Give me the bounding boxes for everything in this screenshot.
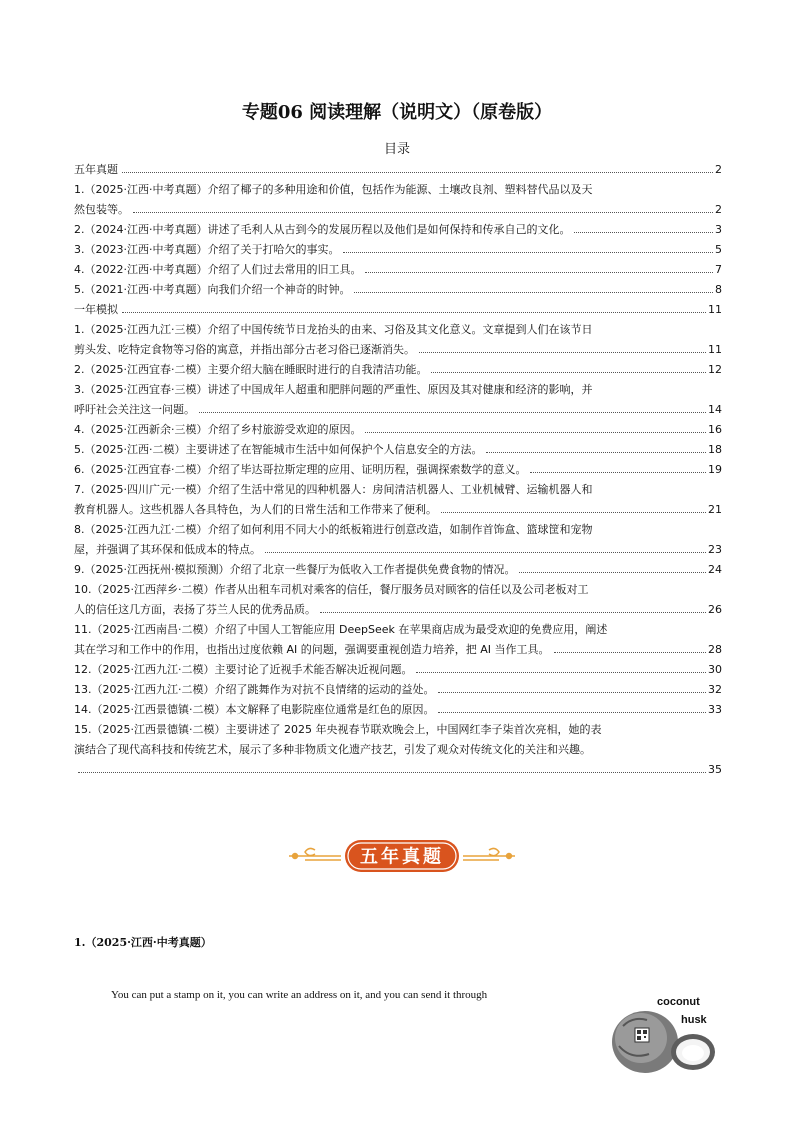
toc-leader-dots	[343, 251, 713, 253]
toc-page-number: 11	[708, 303, 722, 316]
toc-entry[interactable]	[74, 280, 722, 300]
toc-page-number: 5	[715, 243, 722, 256]
toc-page-number: 24	[708, 563, 722, 576]
toc-leader-dots	[419, 351, 706, 353]
toc-entry-line	[74, 460, 722, 480]
toc-leader-dots	[199, 411, 706, 413]
section-banner	[285, 838, 519, 874]
toc-page-number: 12	[708, 363, 722, 376]
toc-leader-dots	[78, 771, 706, 773]
toc-entry[interactable]	[74, 700, 722, 720]
toc-entry[interactable]	[74, 320, 722, 360]
toc-page-number: 35	[708, 763, 722, 776]
toc-entry-line	[74, 200, 722, 220]
toc-entry[interactable]	[74, 180, 722, 220]
toc-entry-text: 8.（2025·江西九江·二模）介绍了如何利用不同大小的纸板箱进行创意改造，如制作首饰盒、篮球筐和宠物	[74, 523, 593, 536]
passage-text: You can put a stamp on it, you can write an address on it, and you can send it through	[111, 989, 488, 1001]
toc-entry[interactable]	[74, 580, 722, 620]
toc-entry-text: 15.（2025·江西景德镇·二模）主要讲述了 2025 年央视春节联欢晚会上，中国网红李子柒首次亮相，她的表	[74, 723, 602, 736]
toc-entry-line	[74, 360, 722, 380]
toc-entry-line	[74, 600, 722, 620]
toc-page-number: 14	[708, 403, 722, 416]
figure-label-husk: husk	[681, 1014, 707, 1026]
banner-text: 五年真题	[360, 846, 444, 868]
toc-entry-line	[74, 540, 722, 560]
toc-page-number: 33	[708, 703, 722, 716]
toc-entry-text: 5.（2021·江西·中考真题）向我们介绍一个神奇的时钟。	[74, 283, 351, 296]
toc-entry-line	[74, 720, 722, 740]
toc-leader-dots	[122, 171, 713, 173]
toc-leader-dots	[365, 431, 706, 433]
toc-entry-text: 10.（2025·江西萍乡·二模）作者从出租车司机对乘客的信任，餐厅服务员对顾客的信任以及公司老板对工	[74, 583, 589, 596]
toc-leader-dots	[438, 691, 706, 693]
toc-entry-line	[74, 620, 722, 640]
toc-entry-line	[74, 280, 722, 300]
toc-entry-text: 剪头发、吃特定食物等习俗的寓意，并指出部分古老习俗已逐渐消失。	[74, 343, 415, 356]
toc-entry-line	[74, 760, 722, 780]
toc-entry-text: 4.（2025·江西新余·三模）介绍了乡村旅游受欢迎的原因。	[74, 423, 362, 436]
toc-leader-dots	[431, 371, 706, 373]
toc-leader-dots	[416, 671, 706, 673]
toc-entry-text: 其在学习和工作中的作用，也指出过度依赖 AI 的问题，强调要重视创造力培养，把 AI 当作工具。	[74, 643, 550, 656]
toc-entry-text: 1.（2025·江西九江·三模）介绍了中国传统节日龙抬头的由来、习俗及其文化意义。文章提到人们在该节日	[74, 323, 593, 336]
toc-entry-line	[74, 480, 722, 500]
toc-page-number: 18	[708, 443, 722, 456]
toc-entry-text: 人的信任这几方面，表扬了芬兰人民的优秀品质。	[74, 603, 316, 616]
toc-leader-dots	[554, 651, 706, 653]
toc-leader-dots	[265, 551, 706, 553]
toc-entry[interactable]	[74, 680, 722, 700]
toc-leader-dots	[486, 451, 706, 453]
toc-entry-line	[74, 440, 722, 460]
toc-entry-line	[74, 320, 722, 340]
toc-entry-text: 1.（2025·江西·中考真题）介绍了椰子的多种用途和价值，包括作为能源、土壤改良剂、塑料替代品以及天	[74, 183, 593, 196]
toc-entry-line	[74, 180, 722, 200]
toc-entry[interactable]	[74, 660, 722, 680]
toc-entry[interactable]	[74, 300, 722, 320]
toc-entry[interactable]	[74, 520, 722, 560]
toc-entry-line	[74, 520, 722, 540]
toc-entry-line	[74, 160, 722, 180]
toc-leader-dots	[438, 711, 706, 713]
toc-entry-text: 12.（2025·江西九江·二模）主要讨论了近视手术能否解决近视问题。	[74, 663, 413, 676]
toc-entry[interactable]	[74, 160, 722, 180]
toc-entry[interactable]	[74, 440, 722, 460]
toc-entry-text: 呼吁社会关注这一问题。	[74, 403, 195, 416]
toc-page-number: 16	[708, 423, 722, 436]
toc-entry-line	[74, 500, 722, 520]
toc-leader-dots	[133, 211, 713, 213]
toc-entry[interactable]	[74, 620, 722, 660]
toc-leader-dots	[365, 271, 713, 273]
toc-entry-text: 11.（2025·江西南昌·二模）介绍了中国人工智能应用 DeepSeek 在苹果商店成为最受欢迎的免费应用，阐述	[74, 623, 608, 636]
toc-entry-text: 3.（2023·江西·中考真题）介绍了关于打哈欠的事实。	[74, 243, 340, 256]
toc-page-number: 21	[708, 503, 722, 516]
question-heading: 1.（2025·江西·中考真题）	[74, 936, 212, 949]
toc-entry-text: 2.（2024·江西·中考真题）讲述了毛利人从古到今的发展历程以及他们是如何保持和传承自己的文化。	[74, 223, 571, 236]
toc-entry[interactable]	[74, 380, 722, 420]
toc-entry-text: 7.（2025·四川广元·一模）介绍了生活中常见的四种机器人：房间清洁机器人、工业机械臂、运输机器人和	[74, 483, 593, 496]
toc-entry-text: 5.（2025·江西·二模）主要讲述了在智能城市生活中如何保护个人信息安全的方法。	[74, 443, 483, 456]
toc-entry-text: 4.（2022·江西·中考真题）介绍了人们过去常用的旧工具。	[74, 263, 362, 276]
toc-entry[interactable]	[74, 560, 722, 580]
toc-leader-dots	[530, 471, 706, 473]
toc-entry[interactable]	[74, 420, 722, 440]
toc-entry-line	[74, 580, 722, 600]
toc-leader-dots	[441, 511, 706, 513]
toc-leader-dots	[354, 291, 713, 293]
toc-entry-line	[74, 740, 722, 760]
toc-entry-line	[74, 680, 722, 700]
right-ornament-icon	[463, 848, 515, 860]
left-ornament-icon	[289, 848, 341, 860]
toc-heading: 目录	[383, 142, 410, 157]
coconut-figure	[605, 990, 717, 1075]
toc-entry-line	[74, 700, 722, 720]
toc-entry[interactable]	[74, 360, 722, 380]
toc-entry-text: 2.（2025·江西宜春·二模）主要介绍大脑在睡眠时进行的自我清洁功能。	[74, 363, 428, 376]
toc-entry[interactable]	[74, 720, 722, 780]
toc-entry-line	[74, 300, 722, 320]
table-of-contents	[74, 160, 722, 780]
toc-page-number: 2	[715, 203, 722, 216]
toc-entry-line	[74, 400, 722, 420]
page-title: 专题06 阅读理解（说明文）（原卷版）	[241, 102, 553, 123]
toc-leader-dots	[122, 311, 706, 313]
toc-entry[interactable]	[74, 460, 722, 480]
toc-leader-dots	[519, 571, 706, 573]
toc-page-number: 23	[708, 543, 722, 556]
toc-page-number: 3	[715, 223, 722, 236]
toc-entry-line	[74, 640, 722, 660]
toc-entry-text: 6.（2025·江西宜春·二模）介绍了毕达哥拉斯定理的应用、证明历程，强调探索数学的意义。	[74, 463, 527, 476]
toc-entry-text: 屋，并强调了其环保和低成本的特点。	[74, 543, 261, 556]
toc-entry-text: 五年真题	[74, 163, 118, 176]
toc-entry-text: 14.（2025·江西景德镇·二模）本文解释了电影院座位通常是红色的原因。	[74, 703, 435, 716]
toc-leader-dots	[320, 611, 706, 613]
toc-entry-text: 演结合了现代高科技和传统艺术，展示了多种非物质文化遗产技艺，引发了观众对传统文化的关注和兴趣。	[74, 743, 591, 756]
toc-entry-line	[74, 220, 722, 240]
toc-entry-text: 3.（2025·江西宜春·三模）讲述了中国成年人超重和肥胖问题的严重性、原因及其对健康和经济的影响，并	[74, 383, 593, 396]
toc-page-number: 8	[715, 283, 722, 296]
toc-entry[interactable]	[74, 220, 722, 240]
toc-entry[interactable]	[74, 260, 722, 280]
toc-page-number: 11	[708, 343, 722, 356]
toc-page-number: 30	[708, 663, 722, 676]
toc-entry-line	[74, 340, 722, 360]
toc-entry-text: 教育机器人。这些机器人各具特色，为人们的日常生活和工作带来了便利。	[74, 503, 437, 516]
toc-page-number: 2	[715, 163, 722, 176]
toc-page-number: 26	[708, 603, 722, 616]
toc-entry[interactable]	[74, 240, 722, 260]
toc-entry[interactable]	[74, 480, 722, 520]
toc-leader-dots	[574, 231, 713, 233]
toc-page-number: 32	[708, 683, 722, 696]
toc-entry-line	[74, 260, 722, 280]
figure-label-coconut: coconut	[657, 996, 700, 1008]
toc-entry-line	[74, 660, 722, 680]
toc-page-number: 28	[708, 643, 722, 656]
toc-entry-text: 一年模拟	[74, 303, 118, 316]
toc-entry-line	[74, 420, 722, 440]
toc-entry-text: 然包装等。	[74, 203, 129, 216]
toc-entry-line	[74, 380, 722, 400]
toc-entry-line	[74, 560, 722, 580]
toc-entry-text: 13.（2025·江西九江·二模）介绍了跳舞作为对抗不良情绪的运动的益处。	[74, 683, 435, 696]
toc-page-number: 7	[715, 263, 722, 276]
toc-entry-text: 9.（2025·江西抚州·模拟预测）介绍了北京一些餐厅为低收入工作者提供免费食物的情况。	[74, 563, 516, 576]
toc-entry-line	[74, 240, 722, 260]
toc-page-number: 19	[708, 463, 722, 476]
